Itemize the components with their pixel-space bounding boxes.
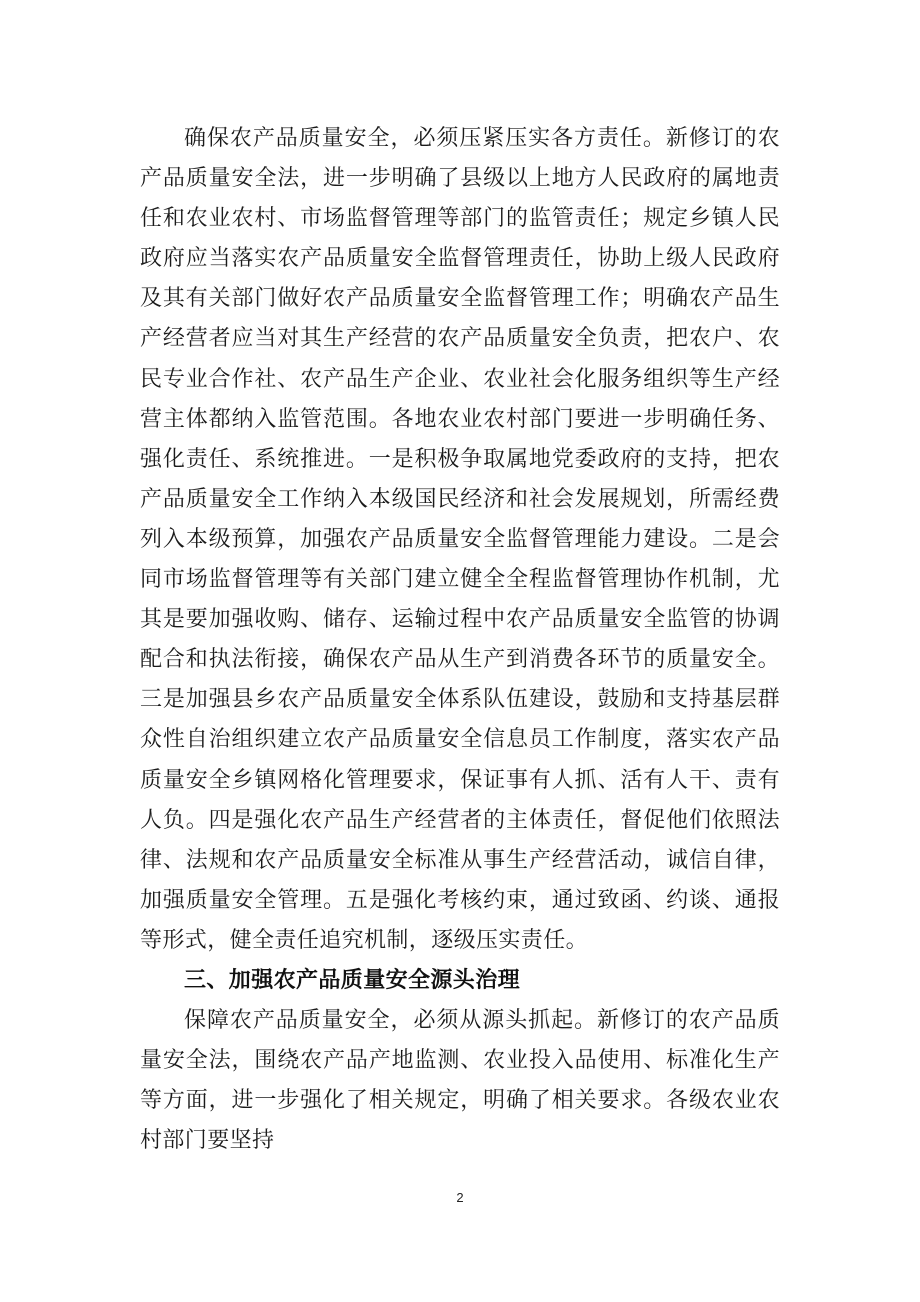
section-heading: 三、加强农产品质量安全源头治理 — [184, 967, 521, 993]
body-paragraph: 确保农产品质量安全，必须压紧压实各方责任。新修订的农产品质量安全法，进一步明确了县级以上地方人民政府的属地责任和农业农村、市场监督管理等部门的监管责任；规定乡镇人民政府应当落实农产品质量安全监督管理责任，协助上级人民政府及其有关部门做好农产品质量安全监督管理工作；明确农产品生产经营者应当对其生产经营的农产品质量安全负责，把农户、农民专业合作社、农产品生产企业、农业社会化服务组织等生产经营主体都纳入监管范围。各地农业农村部门要进一步明确任务、强化责任、系统推进。一是积极争取属地党委政府的支持，把农产品质量安全工作纳入本级国民经济和社会发展规划，所需经费列入本级预算，加强农产品质量安全监督管理能力建设。二是会同市场监督管理等有关部门建立健全全程监督管理协作机制，尤其是要加强收购、储存、运输过程中农产品质量安全监管的协调配合和执法衔接，确保农产品从生产到消费各环节的质量安全。三是加强县乡农产品质量安全体系队伍建设，鼓励和支持基层群众性自治组织建立农产品质量安全信息员工作制度，落实农产品质量安全乡镇网格化管理要求，保证事有人抓、活有人干、责有人负。四是强化农产品生产经营者的主体责任，督促他们依照法律、法规和农产品质量安全标准从事生产经营活动，诚信自律，加强质量安全管理。五是强化考核约束，通过致函、约谈、通报等形式，健全责任追究机制，逐级压实责任。 — [140, 126, 780, 953]
body-paragraph: 保障农产品质量安全，必须从源头抓起。新修订的农产品质量安全法，围绕农产品产地监测、农业投入品使用、标准化生产等方面，进一步强化了相关规定，明确了相关要求。各级农业农村部门要坚持 — [140, 1008, 780, 1154]
page-number: 2 — [456, 1190, 464, 1205]
page-body — [140, 119, 780, 1161]
